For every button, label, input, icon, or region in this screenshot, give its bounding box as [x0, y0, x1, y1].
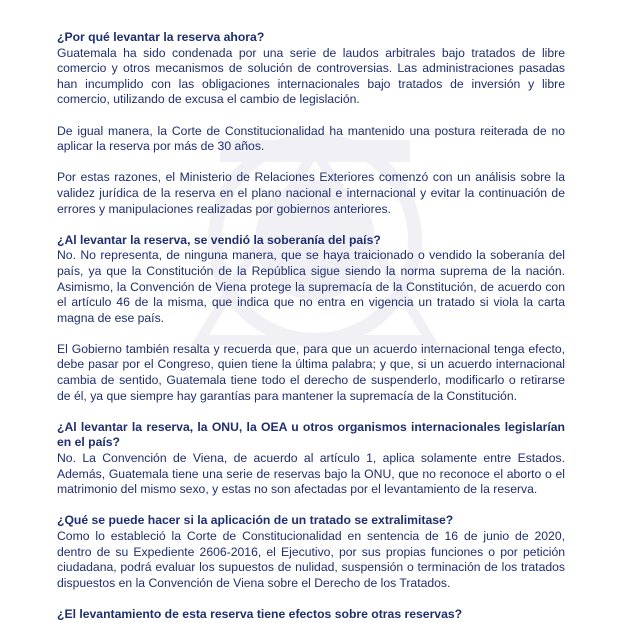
- document-body: [57, 30, 565, 623]
- paragraph: Guatemala ha sido condenada por una serie de laudos arbitrales bajo tratados de libre comercio y otros mecanismos de solución de controversias. Las administraciones pasadas han incumplido con las obligaciones internacionales bajo tratados de inversión y libre comercio, utilizando de excusa el cambio de legislación.: [57, 45, 565, 107]
- paragraph: De igual manera, la Corte de Constitucionalidad ha mantenido una postura reiterada de no aplicar la reserva por más de 30 años.: [57, 123, 565, 154]
- question-heading: ¿Al levantar la reserva, se vendió la soberanía del país?: [57, 232, 381, 247]
- paragraph: El Gobierno también resalta y recuerda que, para que un acuerdo internacional tenga efecto, debe pasar por el Congreso, quien tiene la última palabra; y que, si un acuerdo internacional cambia de sentido, Guatemala tiene todo el derecho de suspenderlo, modificarlo o retirarse de él, ya que siempre hay garantías para mantener la supremacía de la Constitución.: [57, 341, 565, 403]
- question-heading: ¿Al levantar la reserva, la ONU, la OEA u otros organismos internacionales legislarían en el país?: [57, 419, 565, 450]
- paragraph: Por estas razones, el Ministerio de Relaciones Exteriores comenzó con un análisis sobre la validez jurídica de la reserva en el plano nacional e internacional y evitar la continuación de errores y manipulaciones realizadas por gobiernos anteriores.: [57, 170, 565, 216]
- question-heading: ¿El levantamiento de esta reserva tiene efectos sobre otras reservas?: [57, 606, 463, 621]
- question-heading: ¿Qué se puede hacer si la aplicación de un tratado se extralimitase?: [57, 513, 454, 528]
- paragraph: Como lo estableció la Corte de Constitucionalidad en sentencia de 16 de junio de 2020, dentro de su Expediente 2606-2016, el Ejecutivo, por sus propias funciones o por petición ciudadana, podrá evaluar los supuestos de nulidad, suspensión o terminación de los tratados dispuestos en la Convención de Viena sobre el Derecho de los Tratados.: [57, 529, 565, 590]
- paragraph: No. La Convención de Viena, de acuerdo al artículo 1, aplica solamente entre Estados. Además, Guatemala tiene una serie de reservas bajo la ONU, que no reconoce el aborto o el matrimonio del mismo sexo, y estas no son afectadas por el levantamiento de la reserva.: [57, 451, 565, 497]
- paragraph: No. No representa, de ninguna manera, que se haya traicionado o vendido la soberanía del país, ya que la Constitución de la República sigue siendo la norma suprema de la nación. Asimismo, la Convención de Viena protege la supremacía de la Constitución, de acuerdo con el artículo 46 de la misma, que indica que no entra en vigencia un tratado si viola la carta magna de ese país.: [57, 248, 565, 325]
- question-heading: ¿Por qué levantar la reserva ahora?: [57, 30, 265, 44]
